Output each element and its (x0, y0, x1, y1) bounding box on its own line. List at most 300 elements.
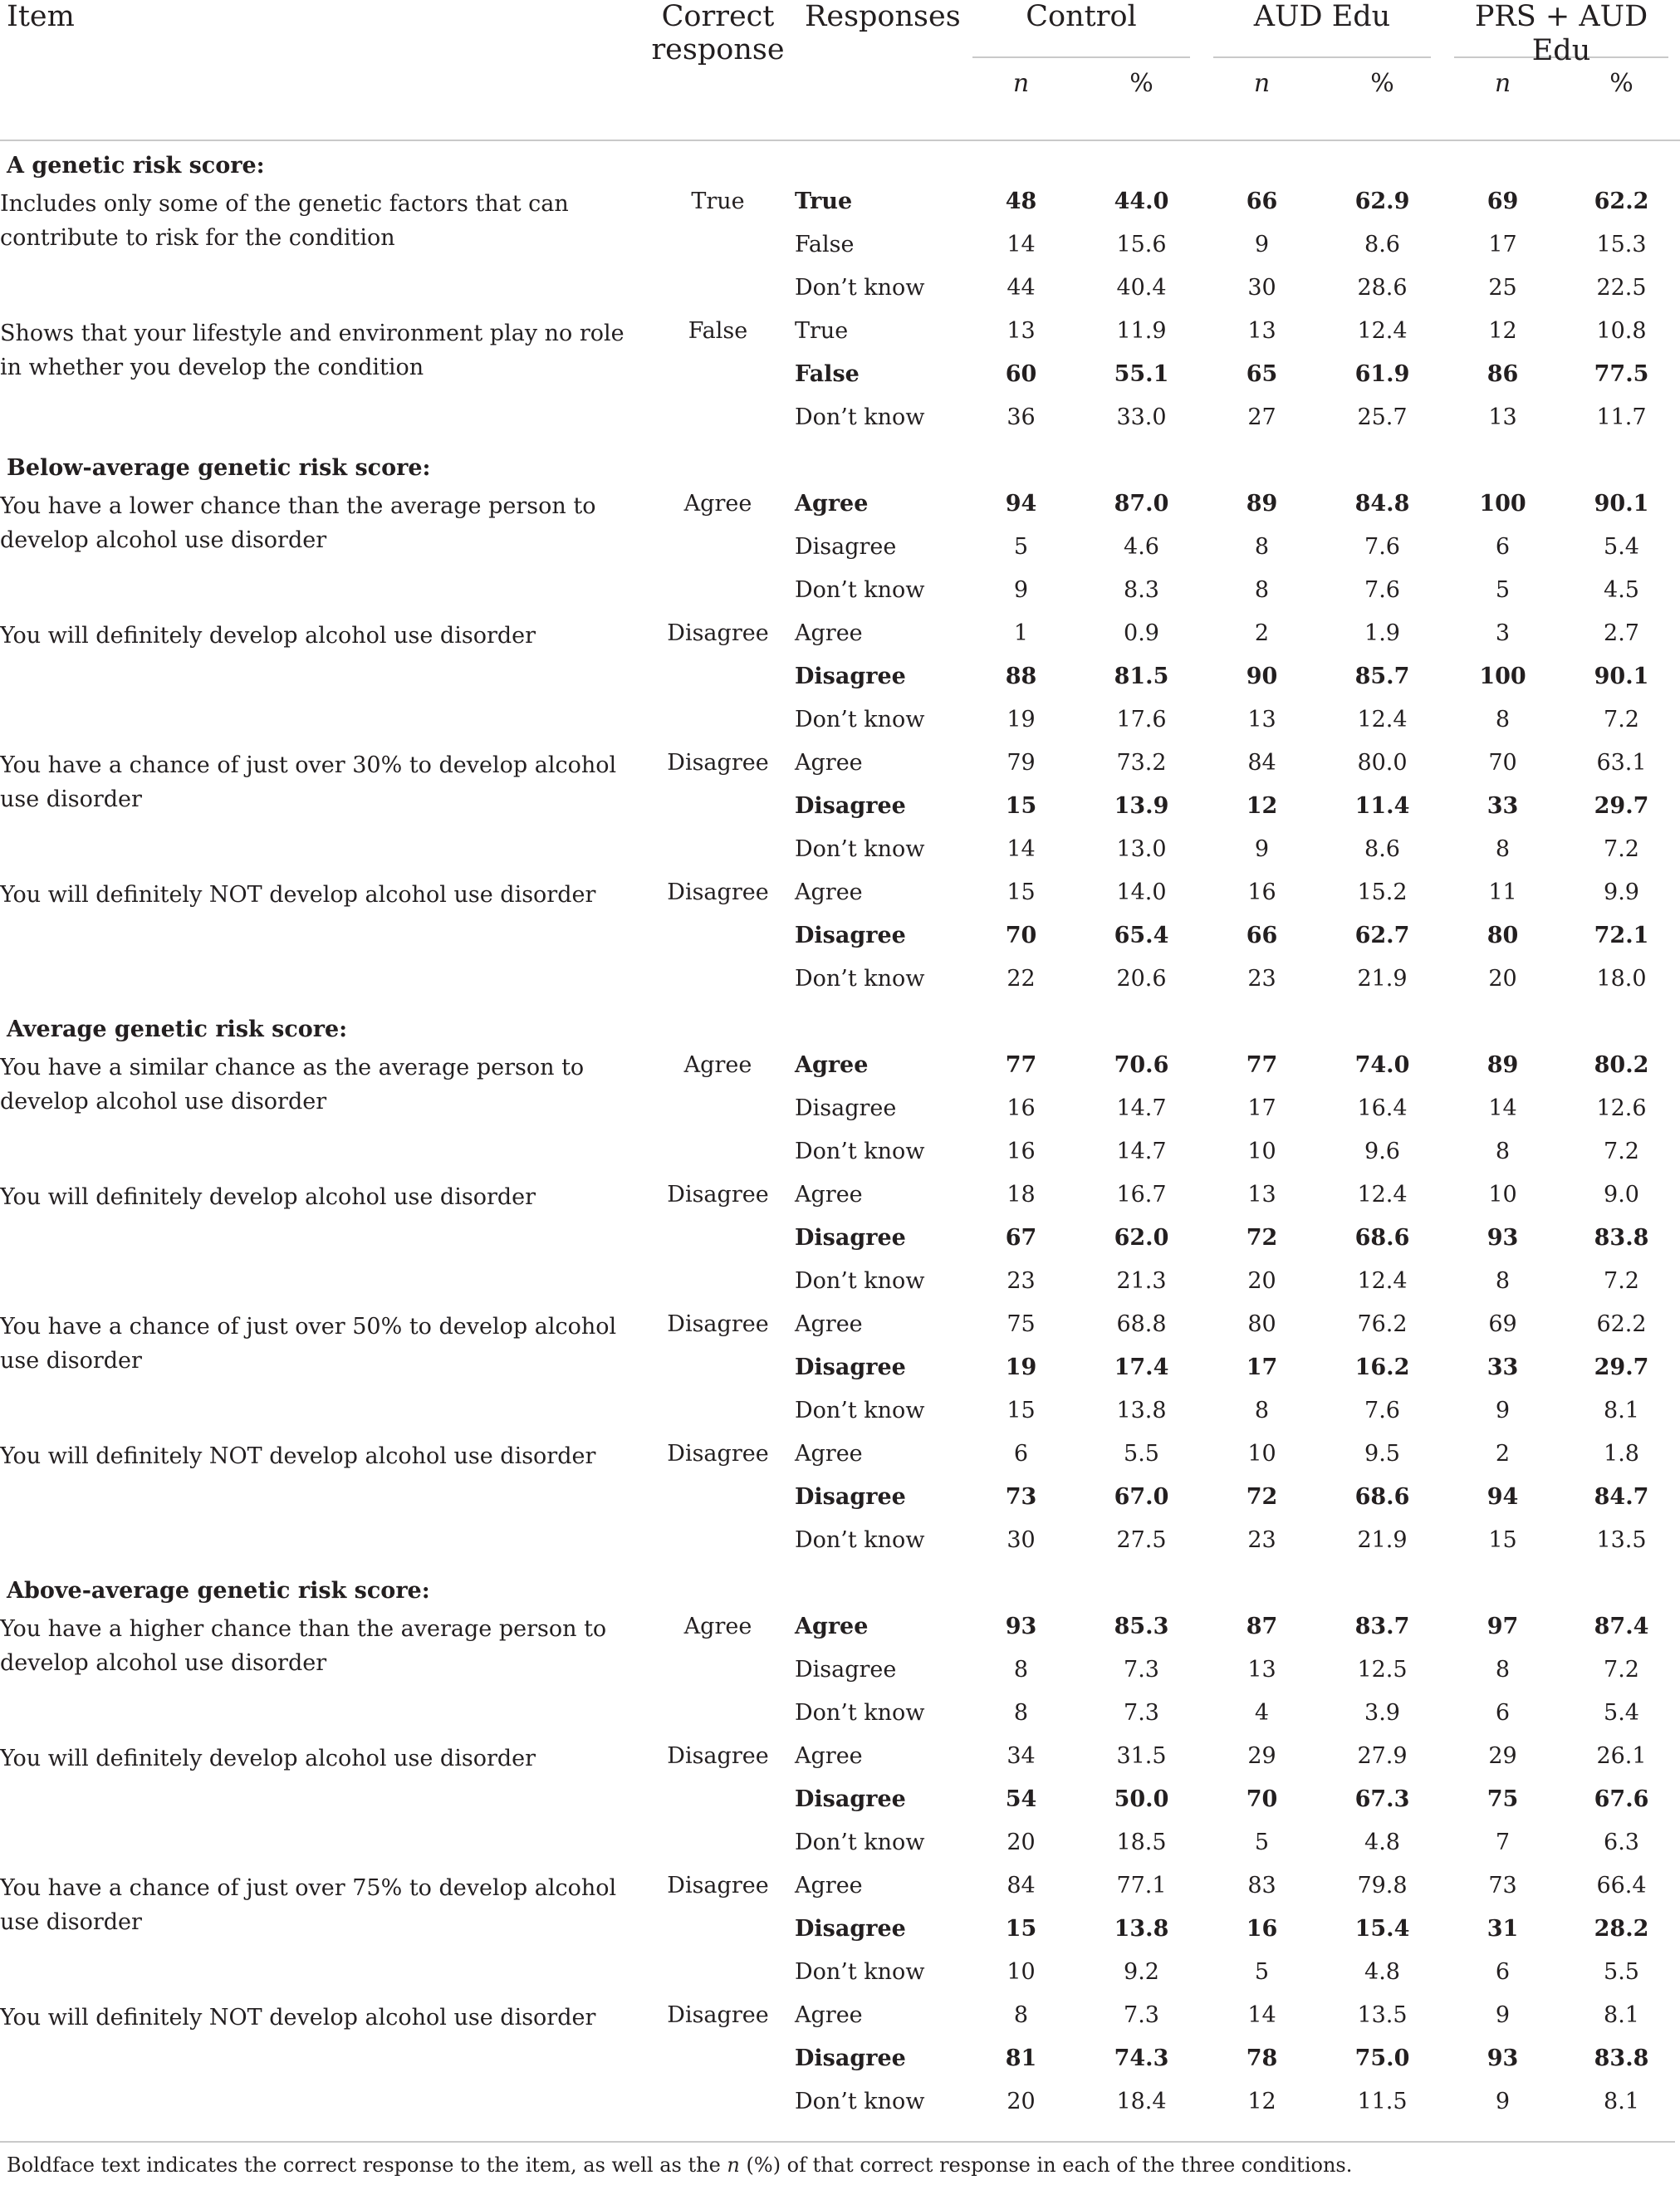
response-cell: Agree (795, 1441, 863, 1467)
count-cell: 69 (1488, 1311, 1517, 1337)
response-cell: Agree (795, 1311, 863, 1337)
footnote-divider (0, 2141, 1675, 2143)
percent-cell: 61.9 (1354, 361, 1410, 387)
footnote-text-before: Boldface text indicates the correct response to the item, as well as the (7, 2153, 727, 2177)
percent-cell: 9.2 (1124, 1959, 1159, 1985)
count-cell: 75 (1007, 1311, 1036, 1337)
percent-cell: 85.3 (1114, 1614, 1169, 1639)
item-text: You will definitely NOT develop alcohol use disorder (0, 2005, 596, 2031)
percent-cell: 40.4 (1116, 275, 1167, 301)
count-cell: 8 (1013, 1657, 1029, 1683)
item-text: You have a chance of just over 50% to develop alcohol use disorder (0, 1314, 617, 1374)
response-cell: Don’t know (795, 1959, 925, 1985)
count-cell: 88 (1005, 664, 1037, 689)
item-text: You will definitely develop alcohol use disorder (0, 623, 536, 649)
percent-cell: 67.0 (1114, 1484, 1169, 1510)
count-cell: 13 (1247, 1657, 1276, 1683)
count-cell: 72 (1246, 1484, 1278, 1510)
count-cell: 6 (1495, 1959, 1511, 1985)
percent-cell: 12.4 (1357, 1268, 1408, 1294)
percent-cell: 62.2 (1594, 189, 1649, 214)
response-cell: Disagree (795, 1355, 906, 1380)
percent-cell: 66.4 (1596, 1873, 1647, 1898)
percent-cell: 8.6 (1364, 836, 1400, 862)
response-cell: Disagree (795, 1657, 897, 1683)
item-cell (0, 487, 641, 616)
count-cell: 84 (1247, 750, 1276, 776)
percent-cell: 4.8 (1364, 1830, 1400, 1855)
item-text: Shows that your lifestyle and environment play no role in whether you develop the condition (0, 321, 624, 380)
percent-cell: 8.3 (1124, 577, 1159, 603)
percent-cell: 77.1 (1116, 1873, 1167, 1898)
percent-cell: 18.5 (1116, 1830, 1167, 1855)
percent-cell: 68.8 (1116, 1311, 1167, 1337)
subheader-blank (641, 66, 795, 140)
table-row (0, 1307, 1680, 1350)
percent-cell: 68.6 (1354, 1225, 1410, 1251)
count-cell: 15 (1007, 1398, 1036, 1423)
response-cell: Disagree (795, 534, 897, 560)
count-cell: 8 (1013, 2002, 1029, 2028)
header-row (0, 0, 1680, 66)
percent-cell: 27.9 (1357, 1743, 1408, 1769)
count-cell: 3 (1495, 620, 1511, 646)
count-cell: 20 (1247, 1268, 1276, 1294)
count-cell: 77 (1246, 1052, 1278, 1078)
percent-cell: 87.4 (1594, 1614, 1649, 1639)
percent-cell: 8.6 (1364, 232, 1400, 257)
correct-response-cell: Disagree (667, 1743, 769, 1769)
count-cell: 9 (1495, 2002, 1511, 2028)
table-footnote (7, 2151, 1668, 2179)
count-cell: 8 (1495, 1139, 1511, 1164)
percent-cell: 31.5 (1116, 1743, 1167, 1769)
percent-cell: 87.0 (1114, 491, 1169, 517)
item-cell (0, 184, 641, 314)
count-cell: 73 (1005, 1484, 1037, 1510)
count-cell: 100 (1479, 491, 1526, 517)
percent-cell: 68.6 (1354, 1484, 1410, 1510)
count-cell: 89 (1487, 1052, 1519, 1078)
count-cell: 10 (1488, 1182, 1517, 1208)
response-cell: False (795, 232, 855, 257)
count-cell: 66 (1246, 189, 1278, 214)
count-cell: 70 (1005, 923, 1037, 948)
percent-cell: 7.2 (1604, 1268, 1639, 1294)
percent-cell: 5.4 (1604, 1700, 1639, 1726)
percent-cell: 18.4 (1116, 2089, 1167, 2114)
count-cell: 30 (1247, 275, 1276, 301)
response-cell: Disagree (795, 1095, 897, 1121)
percent-cell: 90.1 (1594, 664, 1649, 689)
section-title: A genetic risk score: (7, 153, 265, 179)
count-cell: 77 (1005, 1052, 1037, 1078)
response-cell: Don’t know (795, 1527, 925, 1553)
section-title: Below-average genetic risk score: (7, 455, 431, 481)
percent-cell: 13.8 (1116, 1398, 1167, 1423)
percent-cell: 67.3 (1354, 1786, 1410, 1812)
percent-cell: 4.8 (1364, 1959, 1400, 1985)
percent-cell: 84.7 (1594, 1484, 1649, 1510)
percent-cell: 12.4 (1357, 318, 1408, 344)
count-cell: 23 (1007, 1268, 1036, 1294)
percent-cell: 7.2 (1604, 1139, 1639, 1164)
correct-response-cell: Disagree (667, 750, 769, 776)
response-cell: Disagree (795, 1225, 906, 1251)
count-cell: 12 (1247, 2089, 1276, 2114)
percent-cell: 63.1 (1596, 750, 1647, 776)
item-cell (0, 1739, 641, 1869)
percent-cell: 90.1 (1594, 491, 1649, 517)
subheader-row (0, 66, 1680, 140)
header-responses: Responses (805, 0, 961, 33)
count-cell: 13 (1247, 707, 1276, 732)
percent-cell: 7.6 (1364, 1398, 1400, 1423)
subheader-n: n (1202, 66, 1322, 140)
count-cell: 44 (1007, 275, 1036, 301)
count-cell: 17 (1488, 232, 1517, 257)
table-row (0, 184, 1680, 228)
percent-cell: 50.0 (1114, 1786, 1169, 1812)
percent-cell: 13.5 (1596, 1527, 1647, 1553)
percent-cell: 83.8 (1594, 1225, 1649, 1251)
count-cell: 13 (1007, 318, 1036, 344)
count-cell: 8 (1254, 534, 1270, 560)
header-item: Item (7, 0, 75, 33)
percent-cell: 9.0 (1604, 1182, 1639, 1208)
section-row (0, 140, 1680, 184)
header-correct-response: Correct response (651, 0, 785, 66)
table-body (0, 140, 1680, 2128)
count-cell: 70 (1488, 750, 1517, 776)
count-cell: 8 (1013, 1700, 1029, 1726)
count-cell: 8 (1495, 1657, 1511, 1683)
header-group-label: AUD Edu (1213, 0, 1431, 58)
count-cell: 13 (1247, 318, 1276, 344)
percent-cell: 7.6 (1364, 577, 1400, 603)
count-cell: 34 (1007, 1743, 1036, 1769)
percent-cell: 62.0 (1114, 1225, 1169, 1251)
response-cell: Disagree (795, 923, 906, 948)
footnote-text-after: (%) of that correct response in each of the three conditions. (739, 2153, 1353, 2177)
response-cell: Agree (795, 1873, 863, 1898)
percent-cell: 44.0 (1114, 189, 1169, 214)
count-cell: 9 (1495, 1398, 1511, 1423)
response-cell: Don’t know (795, 404, 925, 430)
count-cell: 90 (1246, 664, 1278, 689)
percent-cell: 8.1 (1604, 2089, 1639, 2114)
item-text: You have a chance of just over 30% to develop alcohol use disorder (0, 752, 617, 812)
response-cell: Agree (795, 750, 863, 776)
count-cell: 30 (1007, 1527, 1036, 1553)
count-cell: 12 (1488, 318, 1517, 344)
count-cell: 81 (1005, 2045, 1037, 2071)
item-cell (0, 1178, 641, 1307)
response-cell: Don’t know (795, 2089, 925, 2114)
section-title: Above-average genetic risk score: (7, 1578, 430, 1604)
count-cell: 5 (1254, 1959, 1270, 1985)
percent-cell: 16.4 (1357, 1095, 1408, 1121)
correct-response-cell: Agree (683, 1614, 752, 1639)
count-cell: 79 (1007, 750, 1036, 776)
count-cell: 6 (1495, 1700, 1511, 1726)
correct-response-cell: Disagree (667, 1441, 769, 1467)
item-text: You have a lower chance than the average person to develop alcohol use disorder (0, 493, 596, 553)
response-cell: True (795, 189, 853, 214)
section-row (0, 1566, 1680, 1609)
count-cell: 8 (1495, 1268, 1511, 1294)
response-cell: Don’t know (795, 1398, 925, 1423)
count-cell: 80 (1247, 1311, 1276, 1337)
percent-cell: 83.7 (1354, 1614, 1410, 1639)
percent-cell: 12.4 (1357, 707, 1408, 732)
count-cell: 8 (1495, 707, 1511, 732)
section-row (0, 1005, 1680, 1048)
section-title: Average genetic risk score: (7, 1017, 348, 1042)
item-text: You will definitely develop alcohol use disorder (0, 1746, 536, 1771)
table-row (0, 487, 1680, 530)
count-cell: 86 (1487, 361, 1519, 387)
percent-cell: 7.3 (1124, 1700, 1159, 1726)
response-cell: Agree (795, 491, 869, 517)
count-cell: 9 (1013, 577, 1029, 603)
percent-cell: 15.2 (1357, 879, 1408, 905)
count-cell: 60 (1005, 361, 1037, 387)
correct-response-cell: True (691, 189, 745, 214)
correct-response-cell: Disagree (667, 1873, 769, 1898)
count-cell: 14 (1488, 1095, 1517, 1121)
item-cell (0, 314, 641, 443)
response-cell: Disagree (795, 664, 906, 689)
response-cell: Don’t know (795, 1268, 925, 1294)
item-cell (0, 1998, 641, 2128)
count-cell: 14 (1007, 232, 1036, 257)
response-cell: False (795, 361, 860, 387)
item-text: You will definitely NOT develop alcohol use disorder (0, 1443, 596, 1469)
count-cell: 5 (1254, 1830, 1270, 1855)
count-cell: 27 (1247, 404, 1276, 430)
percent-cell: 12.4 (1357, 1182, 1408, 1208)
percent-cell: 7.3 (1124, 1657, 1159, 1683)
count-cell: 78 (1246, 2045, 1278, 2071)
count-cell: 7 (1495, 1830, 1511, 1855)
item-text: You have a higher chance than the average person to develop alcohol use disorder (0, 1616, 607, 1676)
count-cell: 65 (1246, 361, 1278, 387)
count-cell: 15 (1005, 793, 1037, 819)
percent-cell: 17.4 (1114, 1355, 1169, 1380)
subheader-n: n (1442, 66, 1563, 140)
percent-cell: 62.2 (1596, 1311, 1647, 1337)
header-group-control (961, 0, 1202, 66)
count-cell: 14 (1007, 836, 1036, 862)
percent-cell: 13.9 (1114, 793, 1169, 819)
table-row (0, 1869, 1680, 1912)
percent-cell: 7.2 (1604, 1657, 1639, 1683)
count-cell: 66 (1246, 923, 1278, 948)
item-text: Includes only some of the genetic factors that can contribute to risk for the condition (0, 191, 569, 251)
percent-cell: 15.3 (1596, 232, 1647, 257)
percent-cell: 3.9 (1364, 1700, 1400, 1726)
count-cell: 19 (1005, 1355, 1037, 1380)
response-cell: Disagree (795, 1484, 906, 1510)
percent-cell: 9.6 (1364, 1139, 1400, 1164)
count-cell: 6 (1013, 1441, 1029, 1467)
count-cell: 15 (1007, 879, 1036, 905)
subheader-blank (0, 66, 641, 140)
response-cell: Don’t know (795, 275, 925, 301)
count-cell: 17 (1246, 1355, 1278, 1380)
count-cell: 13 (1488, 404, 1517, 430)
percent-cell: 8.1 (1604, 2002, 1639, 2028)
count-cell: 1 (1013, 620, 1029, 646)
count-cell: 9 (1254, 836, 1270, 862)
count-cell: 23 (1247, 966, 1276, 992)
percent-cell: 7.3 (1124, 2002, 1159, 2028)
percent-cell: 27.5 (1116, 1527, 1167, 1553)
count-cell: 18 (1007, 1182, 1036, 1208)
table-row (0, 875, 1680, 919)
subheader-pct: % (1322, 66, 1442, 140)
count-cell: 87 (1246, 1614, 1278, 1639)
count-cell: 9 (1495, 2089, 1511, 2114)
count-cell: 67 (1005, 1225, 1037, 1251)
response-cell: Don’t know (795, 707, 925, 732)
count-cell: 54 (1005, 1786, 1037, 1812)
table-row (0, 746, 1680, 789)
response-cell: Agree (795, 1052, 869, 1078)
percent-cell: 2.7 (1604, 620, 1639, 646)
response-cell: Don’t know (795, 1830, 925, 1855)
count-cell: 16 (1247, 879, 1276, 905)
count-cell: 8 (1495, 836, 1511, 862)
count-cell: 5 (1013, 534, 1029, 560)
percent-cell: 11.5 (1357, 2089, 1408, 2114)
item-text: You will definitely develop alcohol use disorder (0, 1184, 536, 1210)
percent-cell: 16.2 (1354, 1355, 1410, 1380)
correct-response-cell: Agree (683, 491, 752, 517)
count-cell: 20 (1007, 1830, 1036, 1855)
table-row (0, 1437, 1680, 1480)
response-cell: Agree (795, 1182, 863, 1208)
count-cell: 8 (1254, 577, 1270, 603)
table-row (0, 1609, 1680, 1653)
percent-cell: 12.6 (1596, 1095, 1647, 1121)
percent-cell: 25.7 (1357, 404, 1408, 430)
header-group-prs-aud-edu (1442, 0, 1680, 66)
percent-cell: 8.1 (1604, 1398, 1639, 1423)
percent-cell: 70.6 (1114, 1052, 1169, 1078)
count-cell: 2 (1254, 620, 1270, 646)
subheader-pct: % (1081, 66, 1202, 140)
response-cell: Don’t know (795, 966, 925, 992)
percent-cell: 6.3 (1604, 1830, 1639, 1855)
percent-cell: 14.0 (1116, 879, 1167, 905)
count-cell: 10 (1247, 1441, 1276, 1467)
percent-cell: 33.0 (1116, 404, 1167, 430)
percent-cell: 10.8 (1596, 318, 1647, 344)
response-cell: True (795, 318, 849, 344)
count-cell: 69 (1487, 189, 1519, 214)
subheader-pct: % (1563, 66, 1680, 140)
percent-cell: 4.6 (1124, 534, 1159, 560)
count-cell: 29 (1247, 1743, 1276, 1769)
percent-cell: 7.6 (1364, 534, 1400, 560)
percent-cell: 18.0 (1596, 966, 1647, 992)
item-cell (0, 1437, 641, 1566)
response-cell: Agree (795, 620, 863, 646)
count-cell: 73 (1488, 1873, 1517, 1898)
percent-cell: 21.9 (1357, 966, 1408, 992)
count-cell: 89 (1246, 491, 1278, 517)
percent-cell: 80.2 (1594, 1052, 1649, 1078)
table-row (0, 1048, 1680, 1091)
percent-cell: 67.6 (1594, 1786, 1649, 1812)
table-row (0, 314, 1680, 357)
count-cell: 93 (1487, 1225, 1519, 1251)
response-cell: Disagree (795, 1916, 906, 1942)
item-cell (0, 1869, 641, 1998)
count-cell: 33 (1487, 793, 1519, 819)
count-cell: 94 (1005, 491, 1037, 517)
response-cell: Agree (795, 879, 863, 905)
item-cell (0, 1048, 641, 1178)
correct-response-cell: Agree (683, 1052, 752, 1078)
count-cell: 19 (1007, 707, 1036, 732)
count-cell: 10 (1247, 1139, 1276, 1164)
percent-cell: 17.6 (1116, 707, 1167, 732)
percent-cell: 81.5 (1114, 664, 1169, 689)
item-text: You will definitely NOT develop alcohol use disorder (0, 882, 596, 908)
response-cell: Disagree (795, 1786, 906, 1812)
percent-cell: 11.7 (1596, 404, 1647, 430)
percent-cell: 13.0 (1116, 836, 1167, 862)
header-group-aud-edu (1202, 0, 1442, 66)
correct-response-cell: Disagree (667, 2002, 769, 2028)
percent-cell: 62.7 (1354, 923, 1410, 948)
count-cell: 12 (1246, 793, 1278, 819)
response-cell: Don’t know (795, 836, 925, 862)
percent-cell: 21.9 (1357, 1527, 1408, 1553)
count-cell: 93 (1005, 1614, 1037, 1639)
count-cell: 84 (1007, 1873, 1036, 1898)
response-cell: Disagree (795, 2045, 906, 2071)
percent-cell: 13.8 (1114, 1916, 1169, 1942)
count-cell: 80 (1487, 923, 1519, 948)
count-cell: 25 (1488, 275, 1517, 301)
item-cell (0, 875, 641, 1005)
count-cell: 29 (1488, 1743, 1517, 1769)
header-group-label: Control (972, 0, 1190, 58)
percent-cell: 83.8 (1594, 2045, 1649, 2071)
percent-cell: 28.6 (1357, 275, 1408, 301)
table-row (0, 1178, 1680, 1221)
response-cell: Don’t know (795, 577, 925, 603)
response-cell: Don’t know (795, 1139, 925, 1164)
correct-response-cell: Disagree (667, 1311, 769, 1337)
percent-cell: 11.9 (1116, 318, 1167, 344)
percent-cell: 29.7 (1594, 793, 1649, 819)
count-cell: 4 (1254, 1700, 1270, 1726)
correct-response-cell: Disagree (667, 1182, 769, 1208)
response-cell: Don’t know (795, 1700, 925, 1726)
percent-cell: 74.3 (1114, 2045, 1169, 2071)
percent-cell: 7.2 (1604, 836, 1639, 862)
response-cell: Agree (795, 1743, 863, 1769)
count-cell: 20 (1488, 966, 1517, 992)
count-cell: 15 (1005, 1916, 1037, 1942)
header-group-label: PRS + AUD Edu (1454, 0, 1668, 58)
percent-cell: 26.1 (1596, 1743, 1647, 1769)
